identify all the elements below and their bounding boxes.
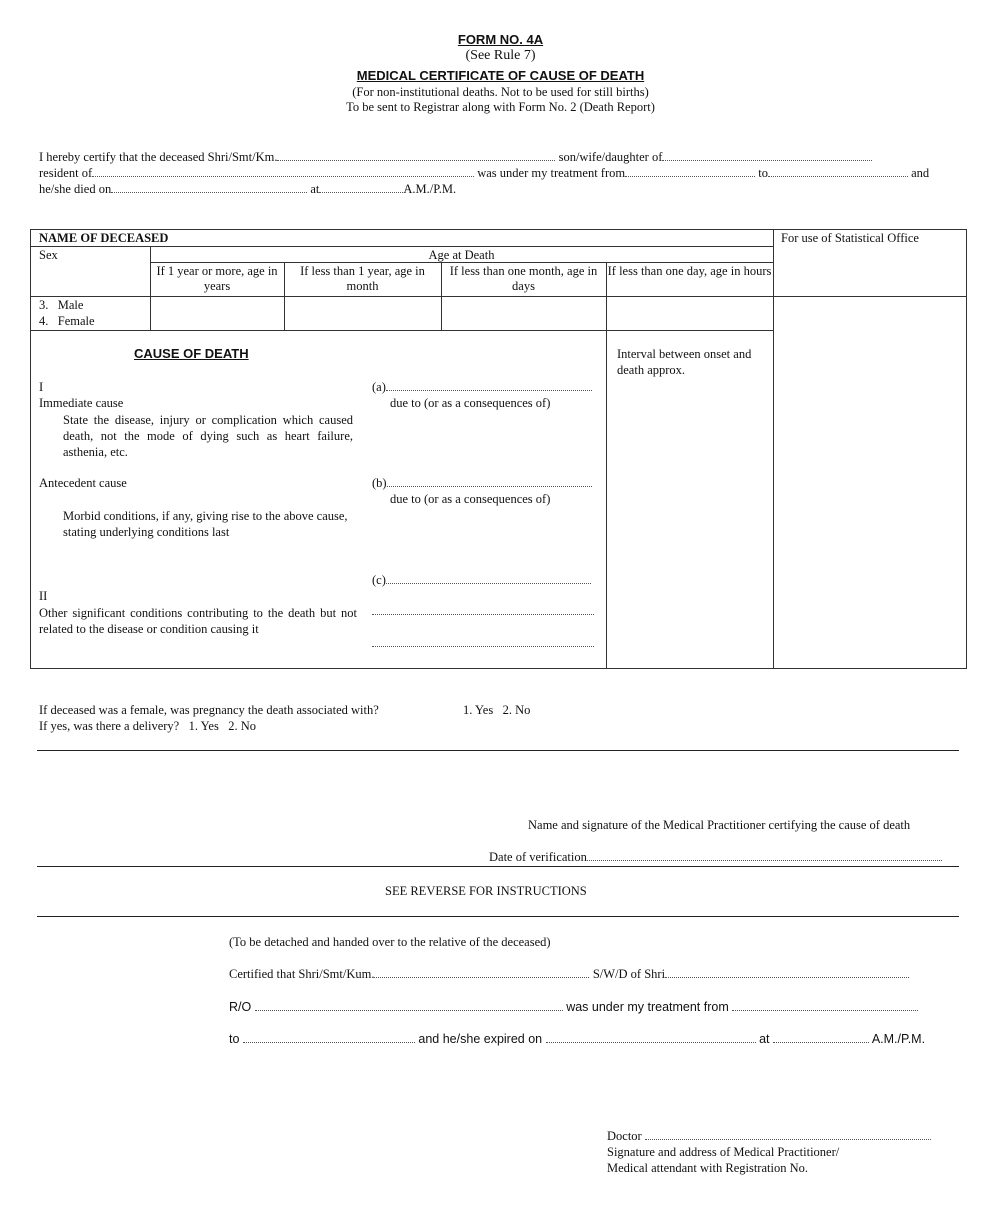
detach-ro-label: R/O bbox=[229, 1000, 252, 1014]
detach-treatment-field[interactable] bbox=[732, 1001, 918, 1011]
rule-reference: (See Rule 7) bbox=[465, 48, 536, 63]
doctor-label: Doctor bbox=[607, 1129, 642, 1143]
age-header-divider bbox=[150, 262, 773, 263]
other-conditions-field-1[interactable] bbox=[372, 605, 594, 615]
header-note-2: To be sent to Registrar along with Form No. 2 (Death Report) bbox=[346, 100, 655, 114]
morbid-conditions-desc: Morbid conditions, if any, giving rise to the above cause, stating underlying conditions last bbox=[63, 509, 348, 539]
ampm-label: A.M./P.M. bbox=[403, 182, 457, 196]
cause-b-row bbox=[372, 476, 592, 491]
detach-to-label: to bbox=[229, 1032, 240, 1046]
certify-line-1 bbox=[39, 150, 872, 165]
sex-col-divider bbox=[150, 246, 151, 330]
pregnancy-question bbox=[39, 703, 379, 718]
male-label: Male bbox=[57, 298, 84, 312]
detach-ro-field[interactable] bbox=[255, 1001, 563, 1011]
pregnancy-q1: If deceased was a female, was pregnancy the death associated with? bbox=[39, 703, 379, 717]
detach-to-field[interactable] bbox=[243, 1033, 415, 1043]
male-number: 3. bbox=[39, 298, 49, 312]
detach-at-field[interactable] bbox=[773, 1033, 869, 1043]
practitioner-signature-label: Name and signature of the Medical Practitioner certifying the cause of death bbox=[528, 818, 911, 832]
due-to-b: due to (or as a consequences of) bbox=[390, 492, 551, 506]
part-one-label: I bbox=[39, 380, 44, 394]
cause-of-death-heading: CAUSE OF DEATH bbox=[134, 346, 249, 361]
header-bottom-divider bbox=[30, 296, 967, 297]
treatment-from-label: was under my treatment from bbox=[477, 166, 626, 180]
other-conditions-desc: Other significant conditions contributing to the death but not related to the disease or condition causing it bbox=[39, 606, 357, 636]
statistical-office-label: For use of Statistical Office bbox=[781, 231, 919, 245]
interval-label: Interval between onset and death approx. bbox=[617, 347, 752, 377]
detach-swd-label: S/W/D of Shri bbox=[592, 967, 666, 981]
certify-line-2 bbox=[39, 166, 929, 181]
date-verification-row bbox=[489, 850, 942, 865]
treatment-from-field[interactable] bbox=[625, 167, 755, 177]
form-number: FORM NO. 4A bbox=[457, 32, 544, 47]
age-hours-header: If less than one day, age in hours bbox=[607, 264, 772, 278]
died-on-label: he/she died on bbox=[39, 182, 112, 196]
statistical-divider bbox=[773, 229, 774, 669]
age-months-cell[interactable] bbox=[286, 298, 440, 329]
sex-option-male[interactable] bbox=[39, 298, 83, 313]
age-days-header: If less than one month, age in days bbox=[449, 264, 598, 293]
sex-option-female[interactable] bbox=[39, 314, 95, 329]
immediate-cause-desc: State the disease, injury or complication which caused death, not the mode of dying such as heart failure, asthenia, etc. bbox=[63, 413, 353, 459]
female-number: 4. bbox=[39, 314, 49, 328]
and-label: and bbox=[911, 166, 930, 180]
delivery-options[interactable]: 1. Yes 2. No bbox=[188, 719, 256, 733]
treatment-to-field[interactable] bbox=[768, 167, 908, 177]
immediate-cause-label: Immediate cause bbox=[39, 396, 124, 410]
detach-name-field[interactable] bbox=[374, 968, 589, 978]
certify-relation-label: son/wife/daughter of bbox=[558, 150, 663, 164]
doctor-row bbox=[607, 1129, 931, 1144]
age-at-death-header: Age at Death bbox=[428, 248, 495, 262]
died-at-field[interactable] bbox=[319, 183, 403, 193]
cause-a-label: (a) bbox=[372, 380, 386, 394]
age-row-bottom bbox=[30, 330, 773, 331]
form-title: MEDICAL CERTIFICATE OF CAUSE OF DEATH bbox=[356, 68, 645, 83]
cause-b-label: (b) bbox=[372, 476, 387, 490]
separator-3 bbox=[37, 916, 959, 917]
part-two-label: II bbox=[39, 589, 48, 603]
delivery-question bbox=[39, 719, 256, 734]
cause-c-field[interactable] bbox=[386, 574, 591, 584]
detach-line-3 bbox=[229, 1032, 925, 1046]
deceased-name-field[interactable] bbox=[277, 151, 555, 161]
separator-2 bbox=[37, 866, 959, 867]
doctor-sig-line-2: Medical attendant with Registration No. bbox=[607, 1161, 808, 1175]
separator-1 bbox=[37, 750, 959, 751]
detach-treatment-label: was under my treatment from bbox=[566, 1000, 729, 1014]
due-to-a: due to (or as a consequences of) bbox=[390, 396, 551, 410]
header-note-1: (For non-institutional deaths. Not to be used for still births) bbox=[352, 85, 649, 99]
cause-c-label: (c) bbox=[372, 573, 386, 587]
doctor-sig-line-1: Signature and address of Medical Practitioner/ bbox=[607, 1145, 840, 1159]
resident-field[interactable] bbox=[92, 167, 474, 177]
cause-c-row bbox=[372, 573, 591, 588]
cause-a-row bbox=[372, 380, 592, 395]
age-years-header: If 1 year or more, age in years bbox=[156, 264, 278, 293]
date-verification-field[interactable] bbox=[587, 851, 942, 861]
age-hours-cell[interactable] bbox=[608, 298, 772, 329]
died-at-label: at bbox=[310, 182, 320, 196]
see-reverse-label: SEE REVERSE FOR INSTRUCTIONS bbox=[385, 884, 587, 898]
detach-line-1 bbox=[229, 967, 909, 982]
detach-line-2 bbox=[229, 1000, 918, 1014]
died-on-field[interactable] bbox=[111, 183, 307, 193]
interval-divider bbox=[606, 330, 607, 669]
age-days-cell[interactable] bbox=[443, 298, 605, 329]
age-years-cell[interactable] bbox=[152, 298, 283, 329]
female-label: Female bbox=[57, 314, 95, 328]
pregnancy-options[interactable]: 1. Yes 2. No bbox=[463, 703, 531, 717]
detach-at-label: at bbox=[759, 1032, 770, 1046]
detach-ampm-label: A.M./P.M. bbox=[871, 1032, 926, 1046]
cause-b-field[interactable] bbox=[387, 477, 592, 487]
treatment-to-label: to bbox=[758, 166, 768, 180]
detach-expired-field[interactable] bbox=[546, 1033, 756, 1043]
other-conditions-field-2[interactable] bbox=[372, 637, 594, 647]
detach-swd-field[interactable] bbox=[665, 968, 909, 978]
detach-note: (To be detached and handed over to the relative of the deceased) bbox=[229, 935, 551, 949]
delivery-q: If yes, was there a delivery? bbox=[39, 719, 180, 733]
detach-expired-label: and he/she expired on bbox=[418, 1032, 543, 1046]
relation-name-field[interactable] bbox=[662, 151, 872, 161]
resident-label: resident of bbox=[39, 166, 93, 180]
age-months-header: If less than 1 year, age in month bbox=[300, 264, 425, 293]
certify-line-3 bbox=[39, 182, 456, 197]
certify-deceased-label: I hereby certify that the deceased Shri/Smt/Km. bbox=[39, 150, 278, 164]
doctor-field[interactable] bbox=[645, 1130, 931, 1140]
antecedent-cause-label: Antecedent cause bbox=[39, 476, 127, 490]
cause-a-field[interactable] bbox=[386, 381, 592, 391]
name-of-deceased-label: NAME OF DECEASED bbox=[39, 231, 169, 245]
sex-header: Sex bbox=[39, 248, 58, 262]
name-row-divider bbox=[30, 246, 773, 247]
detach-certified-label: Certified that Shri/Smt/Kum. bbox=[229, 967, 375, 981]
date-verification-label: Date of verification bbox=[489, 850, 587, 864]
